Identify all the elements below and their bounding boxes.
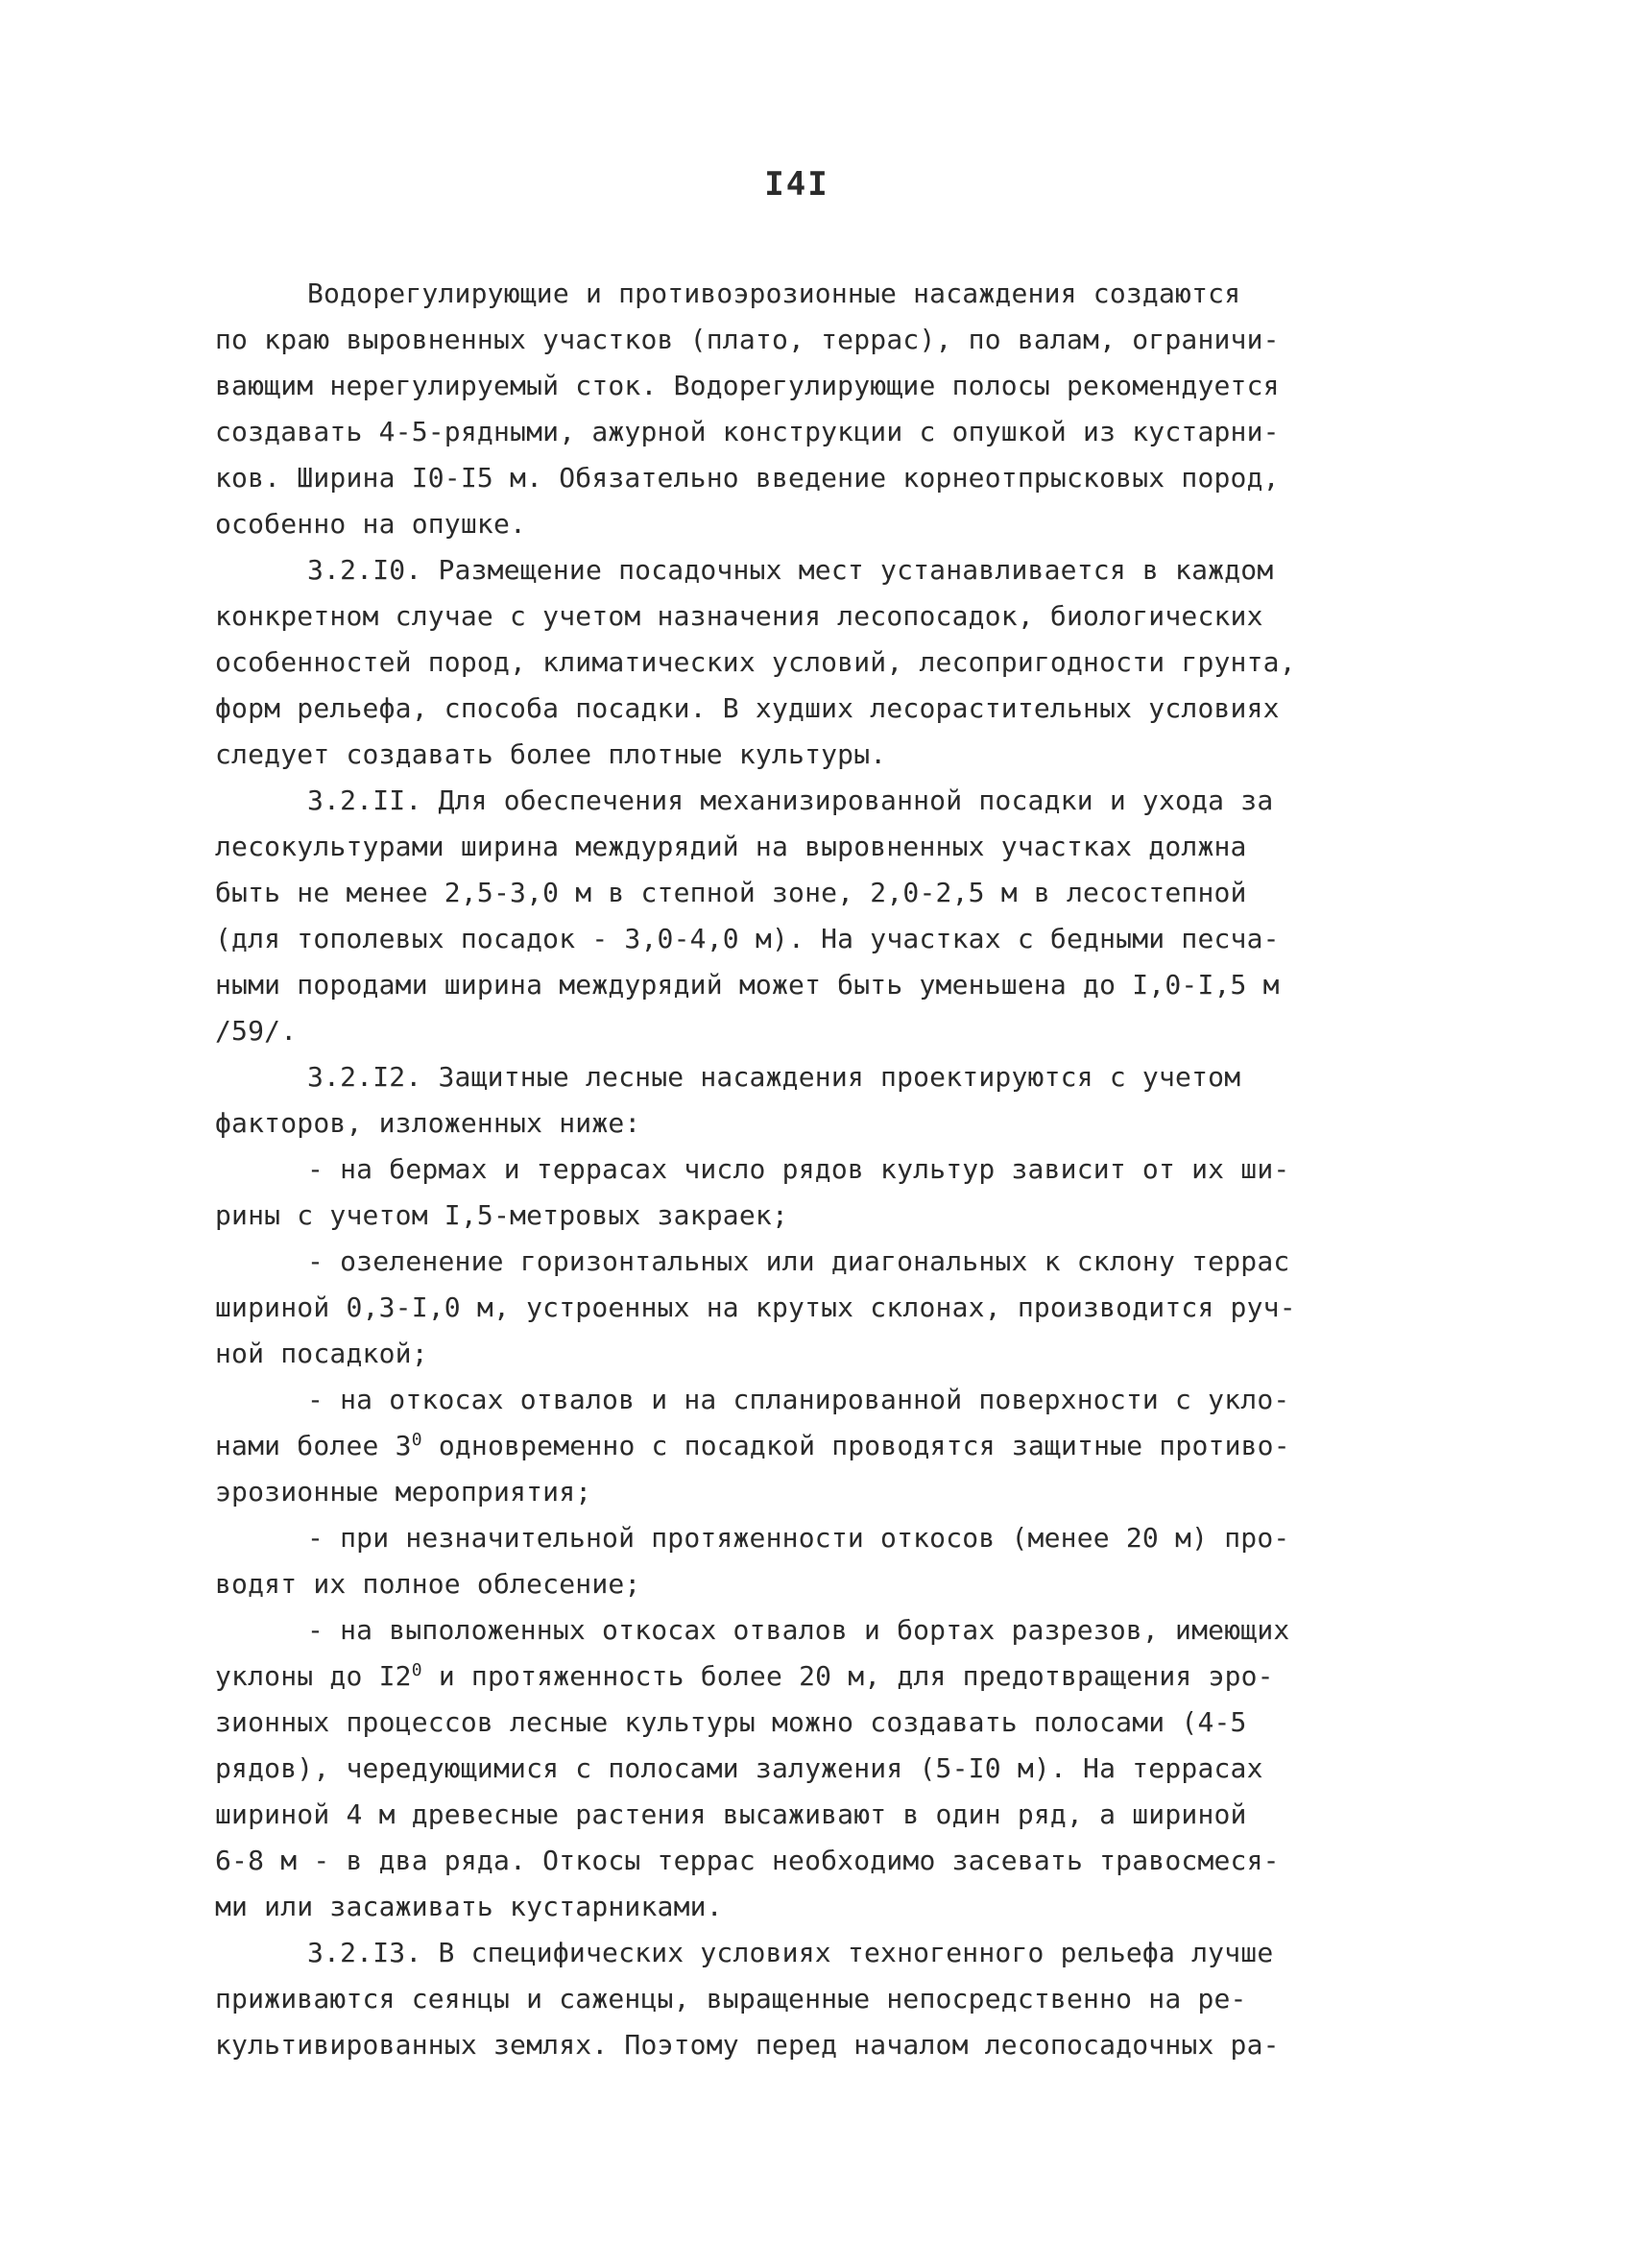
degree-superscript: 0 [411, 1430, 422, 1450]
text-line: 3.2.I3. В специфических условиях техногенного рельефа лучше [307, 1937, 1274, 1968]
list-item-line: - при незначительной протяженности откосов (менее 20 м) про- [307, 1522, 1290, 1554]
text-line: форм рельефа, способа посадки. В худших лесорастительных условиях [215, 692, 1280, 724]
list-item-line: ми или засаживать кустарниками. [215, 1891, 723, 1922]
list-item-line: рядов), чередующимися с полосами залужения (5-I0 м). На террасах [215, 1752, 1263, 1784]
text-line: Водорегулирующие и противоэрозионные насаждения создаются [307, 277, 1241, 309]
list-item-line: водят их полное облесение; [215, 1568, 641, 1600]
line-segment: нами более 3 [215, 1430, 412, 1461]
list-item-line: - на выположенных откосах отвалов и бортах разрезов, имеющих [307, 1614, 1290, 1646]
line-segment: и протяженность более 20 м, для предотвращения эро- [438, 1660, 1274, 1692]
list-item-line [215, 1423, 1425, 1469]
line-segment: одновременно с посадкой проводятся защитные противо- [438, 1430, 1290, 1461]
list-item-line: зионных процессов лесные культуры можно создавать полосами (4-5 [215, 1706, 1247, 1738]
text-line: 3.2.II. Для обеспечения механизированной посадки и ухода за [307, 784, 1274, 816]
text-line: /59/. [215, 1015, 298, 1047]
list-item-line: шириной 0,3-I,0 м, устроенных на крутых склонах, производится руч- [215, 1291, 1296, 1323]
text-line: конкретном случае с учетом назначения лесопосадок, биологических [215, 600, 1263, 632]
list-item-line: ной посадкой; [215, 1338, 428, 1369]
degree-superscript: 0 [411, 1660, 422, 1680]
line-segment: уклоны до I2 [215, 1660, 412, 1692]
text-line: особенно на опушке. [215, 508, 527, 540]
text-line: 3.2.I0. Размещение посадочных мест устанавливается в каждом [307, 554, 1274, 586]
text-line: ков. Ширина I0-I5 м. Обязательно введение корнеотпрысковых пород, [215, 462, 1280, 494]
page-number: I4I [764, 165, 829, 204]
text-line: следует создавать более плотные культуры. [215, 738, 887, 770]
text-line: 3.2.I2. Защитные лесные насаждения проектируются с учетом [307, 1061, 1241, 1093]
list-item-line: рины с учетом I,5-метровых закраек; [215, 1199, 789, 1231]
text-line: культивированных землях. Поэтому перед началом лесопосадочных ра- [215, 2029, 1280, 2061]
text-line: создавать 4-5-рядными, ажурной конструкции с опушкой из кустарни- [215, 416, 1280, 447]
text-line: особенностей пород, климатических условий, лесопригодности грунта, [215, 646, 1296, 678]
list-item-line: - на бермах и террасах число рядов культур зависит от их ши- [307, 1153, 1290, 1185]
body-text [215, 271, 1425, 2068]
list-item-line: 6-8 м - в два ряда. Откосы террас необходимо засевать травосмеся- [215, 1845, 1280, 1876]
text-line: приживаются сеянцы и саженцы, выращенные непосредственно на ре- [215, 1983, 1247, 2015]
text-line: факторов, изложенных ниже: [215, 1107, 641, 1139]
list-item-line: - озеленение горизонтальных или диагональных к склону террас [307, 1245, 1290, 1277]
text-line: лесокультурами ширина междурядий на выровненных участках должна [215, 831, 1247, 862]
list-item-line: - на откосах отвалов и на спланированной поверхности с укло- [307, 1384, 1290, 1415]
list-item-line [215, 1653, 1425, 1700]
text-line: быть не менее 2,5-3,0 м в степной зоне, 2,0-2,5 м в лесостепной [215, 877, 1247, 908]
text-line: (для тополевых посадок - 3,0-4,0 м). На участках с бедными песча- [215, 923, 1280, 954]
text-line: по краю выровненных участков (плато, террас), по валам, ограничи- [215, 324, 1280, 355]
list-item-line: эрозионные мероприятия; [215, 1476, 592, 1508]
text-line: вающим нерегулируемый сток. Водорегулирующие полосы рекомендуется [215, 370, 1280, 401]
list-item-line: шириной 4 м древесные растения высаживают в один ряд, а шириной [215, 1798, 1247, 1830]
text-line: ными породами ширина междурядий может быть уменьшена до I,0-I,5 м [215, 969, 1280, 1001]
